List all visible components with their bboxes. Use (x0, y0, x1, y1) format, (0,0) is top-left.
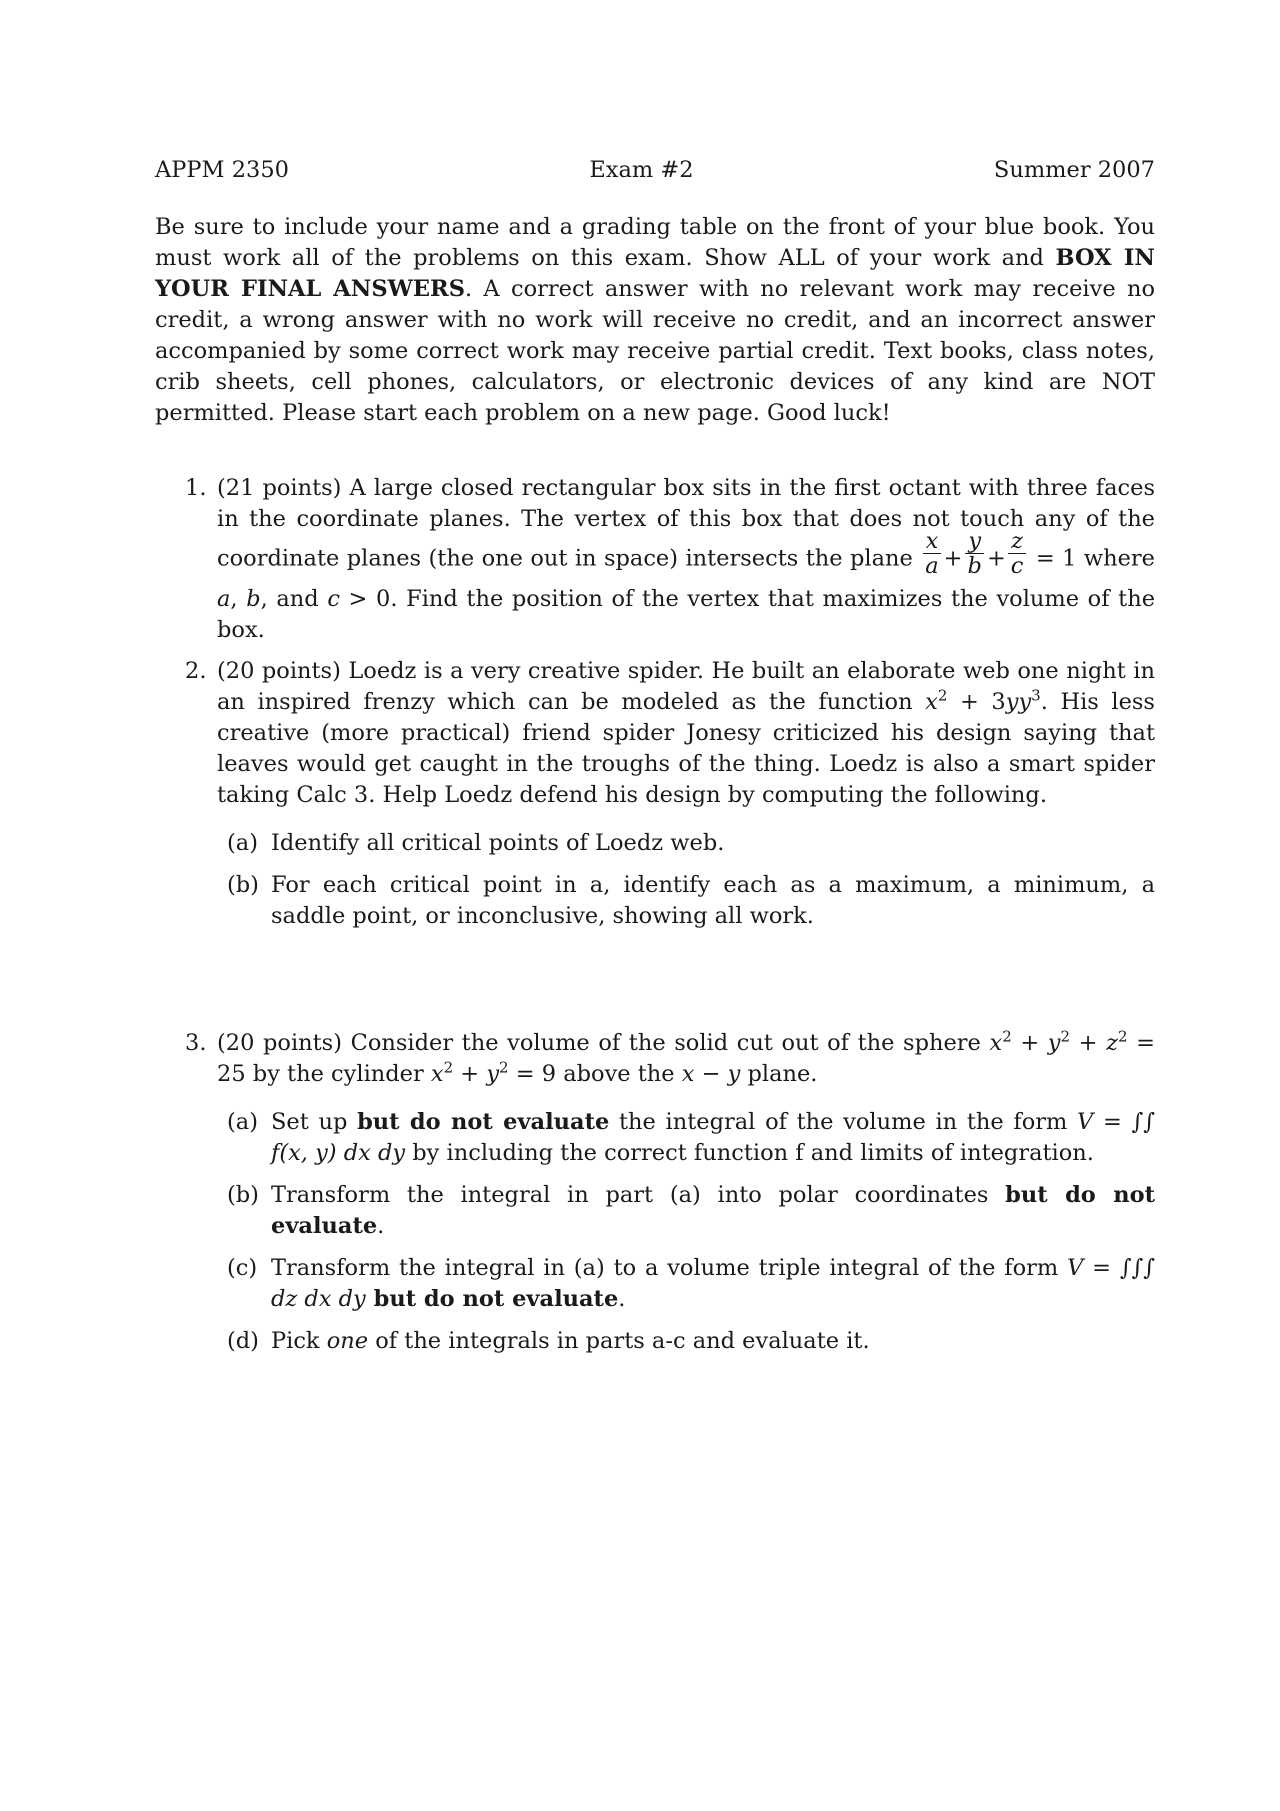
part-a (227, 828, 1155, 859)
double-integral: ∫∫ f(x, y) dx dy (271, 1109, 1155, 1166)
part-c (227, 1253, 1155, 1315)
text: . (618, 1286, 626, 1312)
text: , and (260, 586, 328, 612)
text: . (377, 1213, 385, 1239)
text: (21 points) A large closed rectangular box sits in the first octant with three faces in the coordinate planes. The vertex of this box that does not touch any of the coordinate planes (the one out in space) intersects the plane (217, 475, 1155, 572)
exponent: 2 (499, 1058, 509, 1077)
text: (20 points) Loedz is a very creative spider. He built an elaborate web one night in an inspired frenzy which can be modeled as the function (217, 658, 1155, 715)
problem-1 (185, 473, 1155, 646)
exponent: 3 (1031, 686, 1041, 705)
exam-term: Summer 2007 (993, 157, 1155, 183)
part-text (271, 1326, 1155, 1357)
var-y: y (486, 1061, 500, 1087)
problem-number: 2. (185, 658, 207, 684)
instructions-text: Be sure to include your name and a grading table on the front of your blue book. You must work all of the problems on this exam. Show ALL of your work and (155, 214, 1155, 271)
numerator: y (965, 529, 984, 554)
text: . His less creative (more practical) friend spider Jonesy criticized his design saying that leaves would get caught in the troughs of the thing. Loedz is also a smart spider taking Calc 3. Help Loedz defend his design by computing the following. (217, 689, 1155, 808)
var-x: x (989, 1030, 1003, 1056)
part-text (271, 1253, 1155, 1315)
fraction-x-a (922, 529, 941, 578)
text: > 0. (339, 586, 398, 612)
instructions-text-2: . A correct answer with no relevant work may receive no credit, a wrong answer with no work will receive no credit, and an incorrect answer accompanied by some correct work may receive partial credit. Text books, class notes, crib sheets, cell phones, calculators, or electronic devices of any kind are NOT permitted. Please start each problem on a new page. Good luck! (155, 276, 1155, 426)
var-y: y (1047, 1030, 1061, 1056)
exponent: 2 (1117, 1027, 1128, 1046)
text: = (1093, 1109, 1132, 1135)
part-label: (d) (227, 1328, 259, 1354)
var-yy: yy (1005, 689, 1032, 715)
part-text: For each critical point in a, identify each as a maximum, a minimum, a saddle point, or inconclusive, showing all work. (271, 872, 1155, 929)
problem-text (217, 1028, 1155, 1090)
text: (20 points) Consider the volume of the solid cut out of the sphere (217, 1030, 990, 1056)
text: Transform the integral in (a) to a volume triple integral of the form (271, 1255, 1068, 1281)
part-label: (a) (227, 830, 258, 856)
exam-title: Exam #2 (589, 157, 694, 183)
var-x-minus-y: x − y (681, 1061, 741, 1087)
text: of the integrals in parts a-c and evaluate it. (368, 1328, 870, 1354)
text: Transform the integral in part (a) into polar coordinates (271, 1182, 1006, 1208)
text: + (1070, 1030, 1107, 1056)
italic-text: one (326, 1328, 369, 1354)
text: Set up (271, 1109, 358, 1135)
text: + (1011, 1030, 1048, 1056)
problem-text (217, 473, 1155, 646)
var-x: x (925, 689, 938, 715)
text: Pick (271, 1328, 327, 1354)
exponent: 2 (1002, 1027, 1012, 1046)
text: = 1 where (1028, 545, 1155, 572)
text: by the cylinder (245, 1061, 431, 1087)
part-label: (b) (227, 1182, 259, 1208)
var-z: z (1106, 1030, 1118, 1056)
course-code: APPM 2350 (155, 157, 289, 183)
exponent: 2 (937, 686, 948, 705)
page-header (155, 155, 1155, 186)
problem-number: 3. (185, 1030, 207, 1056)
plus-sign: + (943, 545, 963, 572)
bold-text: but do not evaluate (357, 1109, 610, 1135)
bold-text: but do not evaluate (271, 1182, 1155, 1239)
part-a (227, 1107, 1155, 1169)
part-text (271, 1180, 1155, 1242)
text: + (453, 1061, 487, 1087)
instructions (155, 212, 1155, 429)
problem-3-parts (227, 1107, 1155, 1357)
problem-number: 1. (185, 475, 207, 501)
plus-sign: + (986, 545, 1006, 572)
var-b: b (246, 586, 261, 612)
part-b (227, 870, 1155, 932)
part-text: Identify all critical points of Loedz web. (271, 830, 725, 856)
text: plane. (740, 1061, 818, 1087)
problem-3 (185, 1028, 1155, 1368)
fraction-y-b (965, 529, 985, 578)
part-text (271, 1107, 1155, 1169)
instructions-bold: BOX IN YOUR FINAL ANSWERS (155, 245, 1155, 302)
denominator: c (1010, 553, 1024, 579)
text: Find the position of the vertex that maximizes the volume of the box. (217, 586, 1156, 643)
bold-text: but do not evaluate (365, 1286, 619, 1312)
var-x: x (430, 1061, 444, 1087)
denominator: b (967, 553, 982, 579)
var-c: c (327, 586, 340, 612)
text: the integral of the volume in the form (609, 1109, 1078, 1135)
problem-2-parts (227, 828, 1155, 932)
part-d (227, 1326, 1155, 1357)
triple-integral: ∫∫∫ dz dx dy (271, 1255, 1155, 1312)
problem-text (217, 656, 1155, 811)
text: by including the correct function f and limits of integration. (405, 1140, 1094, 1166)
denominator: a (925, 553, 939, 579)
text: + 3 (947, 689, 1006, 715)
var-v: V (1077, 1109, 1094, 1135)
exponent: 2 (1060, 1027, 1071, 1046)
var-v: V (1067, 1255, 1084, 1281)
numerator: x (923, 529, 942, 554)
part-b (227, 1180, 1155, 1242)
var-a: a (217, 586, 231, 612)
problem-2 (185, 656, 1155, 943)
part-label: (a) (227, 1109, 258, 1135)
exponent: 2 (443, 1058, 454, 1077)
text: = (1083, 1255, 1120, 1281)
text: , (230, 586, 247, 612)
part-label: (b) (227, 872, 259, 898)
text: = 25 (217, 1030, 1155, 1087)
fraction-z-c (1008, 529, 1027, 578)
text: = 9 above the (508, 1061, 682, 1087)
part-label: (c) (227, 1255, 258, 1281)
numerator: z (1008, 529, 1026, 554)
